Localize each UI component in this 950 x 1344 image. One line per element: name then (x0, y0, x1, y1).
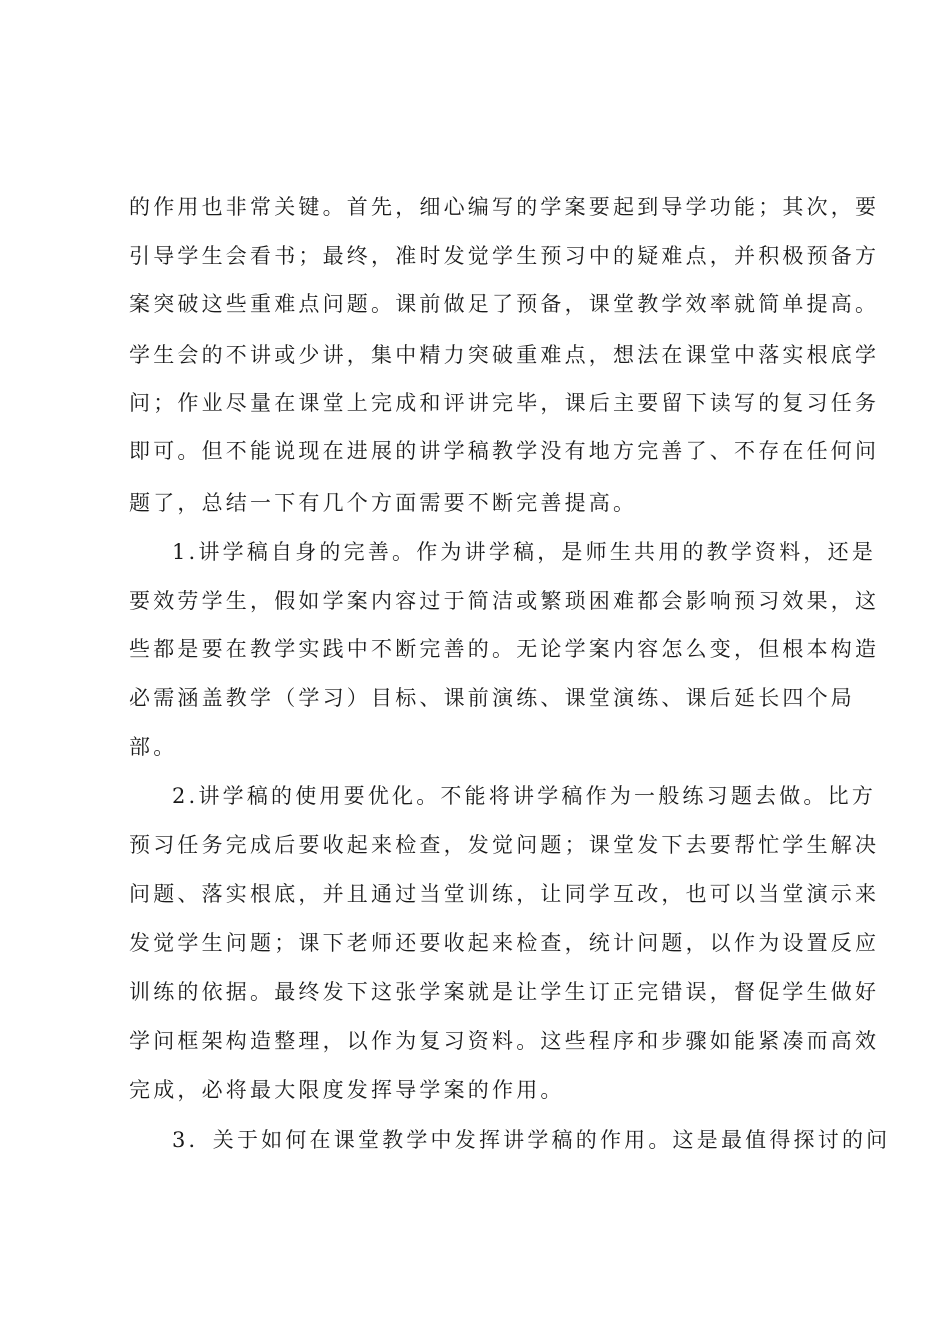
text-line: 要效劳学生，假如学案内容过于简洁或繁琐困难都会影响预习效果，这 (129, 589, 880, 613)
text-line: 问题、落实根底，并且通过当堂训练，让同学互改，也可以当堂演示来 (129, 882, 880, 906)
text-line: 问；作业尽量在课堂上完成和评讲完毕，课后主要留下读写的复习任务 (129, 391, 880, 415)
text-line: 即可。但不能说现在进展的讲学稿教学没有地方完善了、不存在任何问 (129, 439, 880, 463)
text-line: 的作用也非常关键。首先，细心编写的学案要起到导学功能；其次，要 (129, 195, 880, 219)
text-line: 完成，必将最大限度发挥导学案的作用。 (129, 1078, 565, 1102)
text-line: 案突破这些重难点问题。课前做足了预备，课堂教学效率就简单提高。 (129, 292, 880, 316)
text-line: 些都是要在教学实践中不断完善的。无论学案内容怎么变，但根本构造 (129, 637, 880, 661)
text-line: 发觉学生问题；课下老师还要收起来检查，统计问题，以作为设置反应 (129, 931, 880, 955)
paragraph-3-first-line: 3．关于如何在课堂教学中发挥讲学稿的作用。这是最值得探讨的问 (172, 1128, 891, 1152)
text-line: 预习任务完成后要收起来检查，发觉问题；课堂发下去要帮忙学生解决 (129, 833, 880, 857)
paragraph-2-first-line: 2.讲学稿的使用要优化。不能将讲学稿作为一般练习题去做。比方 (172, 784, 877, 808)
text-line: 必需涵盖教学（学习）目标、课前演练、课堂演练、课后延长四个局 (129, 686, 855, 710)
text-line: 学生会的不讲或少讲，集中精力突破重难点，想法在课堂中落实根底学 (129, 343, 880, 367)
text-line: 引导学生会看书；最终，准时发觉学生预习中的疑难点，并积极预备方 (129, 244, 880, 268)
paragraph-1-first-line: 1.讲学稿自身的完善。作为讲学稿，是师生共用的教学资料，还是 (172, 540, 877, 564)
text-line: 题了，总结一下有几个方面需要不断完善提高。 (129, 491, 638, 515)
text-line: 部。 (129, 735, 178, 759)
text-line: 学问框架构造整理，以作为复习资料。这些程序和步骤如能紧凑而高效 (129, 1029, 880, 1053)
text-line: 训练的依据。最终发下这张学案就是让学生订正完错误，督促学生做好 (129, 980, 880, 1004)
